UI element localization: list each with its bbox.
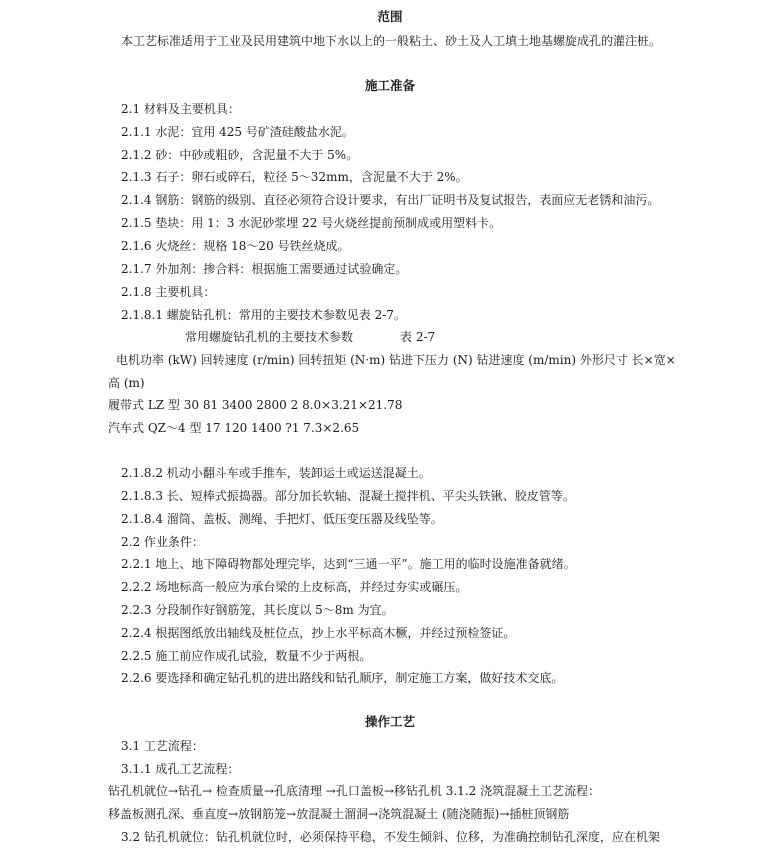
section-title-scope: 范围 [377, 9, 403, 24]
section-title-process: 操作工艺 [364, 714, 415, 729]
prep-line: 2.2.6 要选择和确定钻孔机的进出路线和钻孔顺序，制定施工方案，做好技术交底。 [121, 671, 564, 685]
prep-line: 2.1.8.4 溜筒、盖板、测绳、手把灯、低压变压器及线坠等。 [121, 512, 443, 526]
process-line: 3.1 工艺流程： [121, 739, 204, 753]
prep-line: 2.1.8.3 长、短棒式振捣器。部分加长软轴、混凝土搅拌机、平尖头铁锹、胶皮管等。 [121, 489, 575, 503]
prep-line: 2.2.3 分段制作好钢筋笼，其长度以 5～8m 为宜。 [121, 603, 394, 617]
table-number: 表 2-7 [400, 330, 436, 344]
prep-line: 2.1.6 火烧丝：规格 18～20 号铁丝烧成。 [121, 239, 350, 253]
table-header-cont: 高 (m) [108, 376, 145, 390]
prep-line: 2.1.3 石子：卵石或碎石，粒径 5～32mm，含泥量不大于 2%。 [121, 170, 468, 184]
prep-line: 2.2 作业条件： [121, 535, 204, 549]
scope-paragraph: 本工艺标准适用于工业及民用建筑中地下水以上的一般粘土、砂土及人工填土地基螺旋成孔的灌注桩。 [121, 34, 662, 48]
prep-line: 2.1.8 主要机具： [121, 285, 216, 299]
prep-line: 2.2.5 施工前应作成孔试验，数量不少于两根。 [121, 649, 372, 663]
prep-line: 2.2.2 场地标高一般应为承台梁的上皮标高，并经过夯实或碾压。 [121, 580, 468, 594]
table-header: 电机功率 (kW) 回转速度 (r/min) 回转扭矩 (N·m) 钻进下压力 (N) 钻进速度 (m/min) 外形尺寸 长×宽× [116, 353, 676, 367]
section-title-preparation: 施工准备 [364, 78, 415, 93]
prep-line: 2.1.8.2 机动小翻斗车或手推车，装卸运土或运送混凝土。 [121, 466, 431, 480]
prep-line: 2.1.8.1 螺旋钻孔机：常用的主要技术参数见表 2-7。 [121, 308, 406, 322]
prep-line: 2.1.4 钢筋：钢筋的级别、直径必须符合设计要求，有出厂证明书及复试报告，表面应无老锈和油污。 [121, 193, 660, 207]
flow-line: 移盖板测孔深、垂直度→放钢筋笼→放混凝土溜洞→浇筑混凝土 (随浇随振)→插桩顶钢筋 [108, 807, 570, 821]
prep-line: 2.1.2 砂：中砂或粗砂，含泥量不大于 5%。 [121, 148, 359, 162]
prep-line: 2.2.1 地上、地下障碍物都处理完毕，达到“三通一平”。施工用的临时设施准备就绪。 [121, 557, 576, 571]
flow-line: 钻孔机就位→钻孔→ 检查质量→孔底清理 →孔口盖板→移钻孔机 3.1.2 浇筑混凝土工艺流程： [108, 784, 601, 798]
table-row: 汽车式 QZ～4 型 17 120 1400 ?1 7.3×2.65 [108, 421, 360, 435]
prep-line: 2.1.7 外加剂：掺合料：根据施工需要通过试验确定。 [121, 262, 408, 276]
process-line: 3.1.1 成孔工艺流程： [121, 762, 240, 776]
table-row: 履带式 LZ 型 30 81 3400 2800 2 8.0×3.21×21.78 [108, 398, 403, 412]
prep-line: 2.1.5 垫块：用 1：3 水泥砂浆埋 22 号火烧丝提前预制成或用塑料卡。 [121, 216, 502, 230]
prep-line: 2.1.1 水泥：宜用 425 号矿渣硅酸盐水泥。 [121, 125, 354, 139]
table-caption: 常用螺旋钻孔机的主要技术参数 [185, 330, 354, 344]
prep-line: 2.1 材料及主要机具： [121, 102, 240, 116]
process-line: 3.2 钻孔机就位：钻孔机就位时，必须保持平稳，不发生倾斜、位移，为准确控制钻孔深度，应在机架 [121, 830, 660, 844]
prep-line: 2.2.4 根据图纸放出轴线及桩位点，抄上水平标高木橛，并经过预检签证。 [121, 626, 516, 640]
